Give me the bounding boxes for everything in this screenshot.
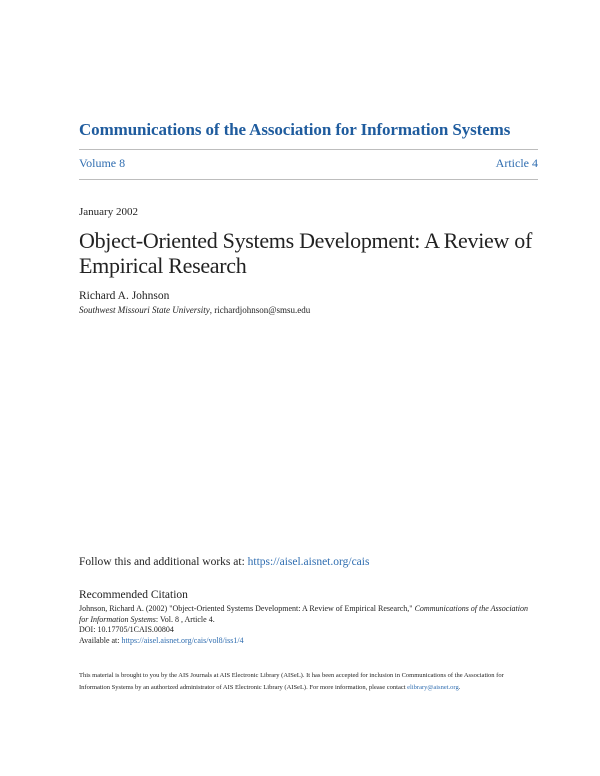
institution: Southwest Missouri State University: [79, 305, 210, 315]
footer-note: [79, 670, 529, 693]
header-divider-bottom: [79, 179, 538, 180]
citation-journal: Communications of the Association for Information Systems: [79, 604, 528, 624]
author-name: Richard A. Johnson: [79, 290, 170, 302]
available-label: Available at:: [79, 635, 122, 645]
available-link[interactable]: https://aisel.aisnet.org/cais/vol8/iss1/4: [121, 635, 244, 645]
volume-article-row: [79, 156, 538, 171]
recommended-citation-heading: Recommended Citation: [79, 589, 188, 601]
author-affiliation: [79, 305, 310, 315]
follow-link[interactable]: https://aisel.aisnet.org/cais: [247, 556, 370, 568]
publication-date: January 2002: [79, 206, 138, 218]
citation-rest: : Vol. 8 , Article 4.: [155, 614, 215, 624]
citation-doi: DOI: 10.17705/1CAIS.00804: [79, 625, 174, 634]
article-link[interactable]: Article 4: [495, 156, 538, 170]
header-divider-top: [79, 149, 538, 150]
follow-text: Follow this and additional works at:: [79, 556, 248, 568]
article-title: Object-Oriented Systems Development: A Review of Empirical Research: [79, 228, 533, 278]
citation-available: [79, 636, 534, 647]
footer-end: .: [458, 683, 461, 691]
journal-title[interactable]: Communications of the Association for Information Systems: [79, 120, 511, 139]
volume-link[interactable]: Volume 8: [79, 156, 126, 170]
citation-main: Johnson, Richard A. (2002) "Object-Oriented Systems Development: A Review of Empirical Research,": [79, 604, 415, 613]
contact-email-link[interactable]: elibrary@aisnet.org: [407, 683, 459, 691]
author-email: , richardjohnson@smsu.edu: [209, 305, 311, 315]
follow-line: [79, 556, 369, 568]
footer-text: This material is brought to you by the AIS Journals at AIS Electronic Library (AISeL). It has been accepted for inclusion in Communications of the Association for Information Systems by an authorized administrator of AIS Electronic Library (AISeL). For more information, please contact: [79, 672, 504, 691]
citation-block: [79, 604, 534, 646]
citation-text: [79, 604, 534, 625]
